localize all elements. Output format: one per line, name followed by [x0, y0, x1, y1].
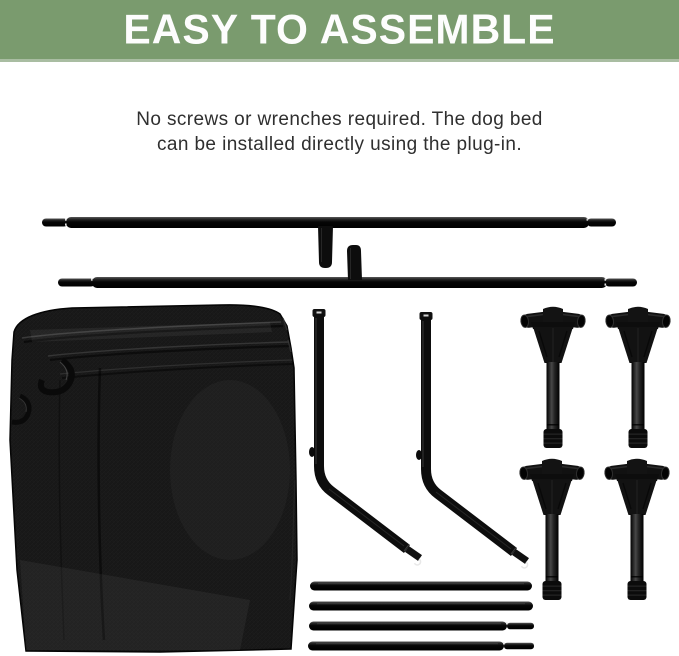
- short-pole-3: [309, 622, 534, 631]
- rail-top: [42, 217, 616, 268]
- curved-support-bar-left: [309, 309, 421, 565]
- leg-assembly-4: [604, 459, 670, 600]
- curved-support-bar-right: [416, 312, 528, 568]
- banner-title: EASY TO ASSEMBLE: [123, 5, 556, 53]
- leg-assembly-2: [605, 307, 671, 448]
- caption-line-2: can be installed directly using the plug-in.: [156, 134, 523, 155]
- leg-assembly-1: [520, 307, 586, 448]
- leg-assembly-3: [519, 459, 585, 600]
- short-pole-1: [310, 582, 532, 591]
- caption-line-1: No screws or wrenches required. The dog bed: [136, 109, 543, 130]
- fabric-cover: [10, 305, 297, 652]
- rail-bottom: [58, 245, 637, 288]
- short-pole-2: [309, 602, 533, 611]
- short-pole-4: [308, 642, 534, 651]
